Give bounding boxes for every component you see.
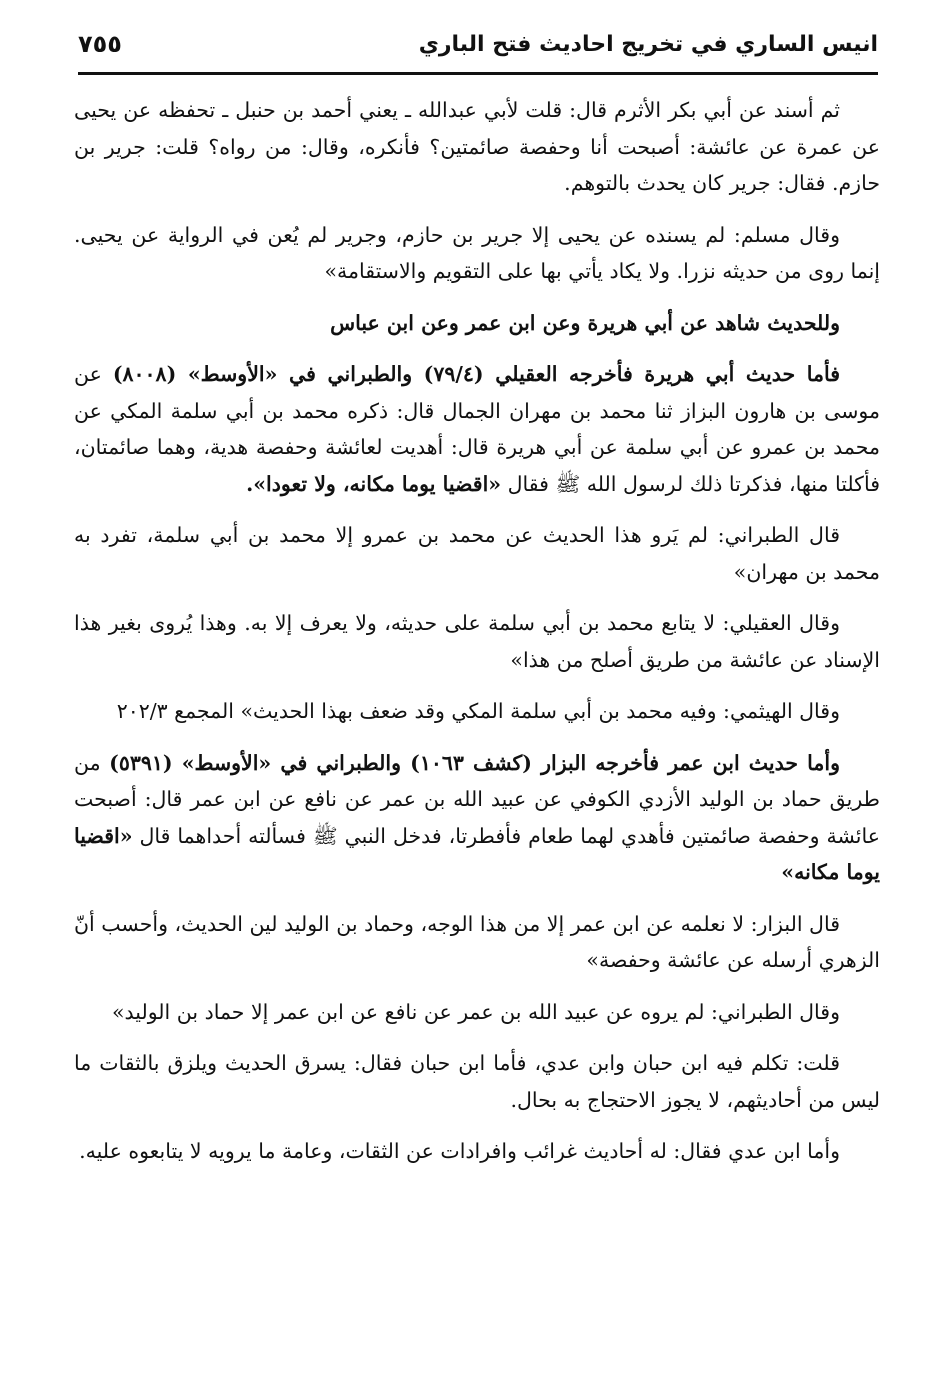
header-divider xyxy=(78,72,878,75)
paragraph-text: قلت: تكلم فيه ابن حبان وابن عدي، فأما ابن حبان فقال: يسرق الحديث ويلزق بالثقات ما ليس من أحاديثهم، لا يجوز الاحتجاج به بحال. xyxy=(74,1051,880,1112)
paragraph-lead: فأما حديث أبي هريرة فأخرجه العقيلي (٧٩/٤) والطبراني في «الأوسط» (٨٠٠٨) xyxy=(112,362,840,386)
paragraph-lead: وأما حديث ابن عمر فأخرجه البزار (كشف ١٠٦٣) والطبراني في «الأوسط» (٥٣٩١) xyxy=(109,750,840,775)
page-number: ٧٥٥ xyxy=(78,30,122,58)
paragraph-text: وقال مسلم: لم يسنده عن يحيى إلا جرير بن حازم، وجرير لم يُعن في الرواية عن يحيى. إنما روى من حديثه نزرا. ولا يكاد يأتي بها على التقويم والاستقامة» xyxy=(74,222,880,283)
paragraph xyxy=(74,906,880,979)
running-header xyxy=(78,28,878,68)
paragraph-text: من طريق حماد بن الوليد الأزدي الكوفي عن عبيد الله بن عمر عن نافع عن ابن عمر قال: أصبحت عائشة وحفصة صائمتين فأهدي لهما طعام فأفطرتا، فدخل النبي ﷺ فسألته أحداهما قال xyxy=(74,750,880,848)
paragraph xyxy=(74,1133,880,1170)
page-body xyxy=(74,92,880,1185)
heading-text: وللحديث شاهد عن أبي هريرة وعن ابن عمر وعن ابن عباس xyxy=(330,310,840,335)
paragraph-text: ثم أسند عن أبي بكر الأثرم قال: قلت لأبي عبدالله ـ يعني أحمد بن حنبل ـ تحفظه عن يحيى عن عمرة عن عائشة: أصبحت أنا وحفصة صائمتين؟ فأنكره، وقال: من رواه؟ قلت: جرير بن حازم. فقال: جرير كان يحدث بالتوهم. xyxy=(74,98,880,195)
paragraph xyxy=(74,693,880,730)
paragraph-text: قال الطبراني: لم يَرو هذا الحديث عن محمد بن عمرو إلا محمد بن أبي سلمة، تفرد به محمد بن مهران» xyxy=(74,523,880,584)
paragraph xyxy=(74,356,880,502)
paragraph-text: وقال الطبراني: لم يروه عن عبيد الله بن عمر عن نافع عن ابن عمر إلا حماد بن الوليد» xyxy=(111,999,840,1024)
hadith-quote: «اقضيا يوما مكانه، ولا تعودا». xyxy=(246,471,502,496)
paragraph-text: وقال الهيثمي: وفيه محمد بن أبي سلمة المكي وقد ضعف بهذا الحديث» المجمع ٢٠٢/٣ xyxy=(116,699,840,723)
paragraph xyxy=(74,994,880,1031)
paragraph xyxy=(74,745,880,891)
paragraph-text: قال البزار: لا نعلمه عن ابن عمر إلا من هذا الوجه، وحماد بن الوليد لين الحديث، وأحسب أنّ الزهري أرسله عن عائشة وحفصة» xyxy=(74,911,880,972)
paragraph-text: وأما ابن عدي فقال: له أحاديث غرائب وافرادات عن الثقات، وعامة ما يرويه لا يتابعوه عليه. xyxy=(79,1139,840,1163)
hadith-quote: «اقضيا يوما مكانه» xyxy=(74,823,880,884)
paragraph-text: وقال العقيلي: لا يتابع محمد بن أبي سلمة على حديثه، ولا يعرف إلا به. وهذا يُروى بغير هذا الإسناد عن عائشة من طريق أصلح من هذا» xyxy=(74,611,880,672)
paragraph-text: عن موسى بن هارون البزاز ثنا محمد بن مهران الجمال قال: ذكره محمد بن أبي سلمة المكي عن محمد بن عمرو عن أبي سلمة عن أبي هريرة قال: أهديت لعائشة وحفصة هدية، وهما صائمتان، فأكلتا منها، فذكرتا ذلك لرسول الله ﷺ فقال xyxy=(74,362,880,496)
paragraph xyxy=(74,517,880,590)
book-title: انيس الساري في تخريج احاديث فتح الباري xyxy=(418,32,878,57)
section-heading xyxy=(74,305,880,342)
paragraph xyxy=(74,92,880,202)
paragraph xyxy=(74,217,880,290)
paragraph xyxy=(74,1045,880,1118)
paragraph xyxy=(74,605,880,678)
